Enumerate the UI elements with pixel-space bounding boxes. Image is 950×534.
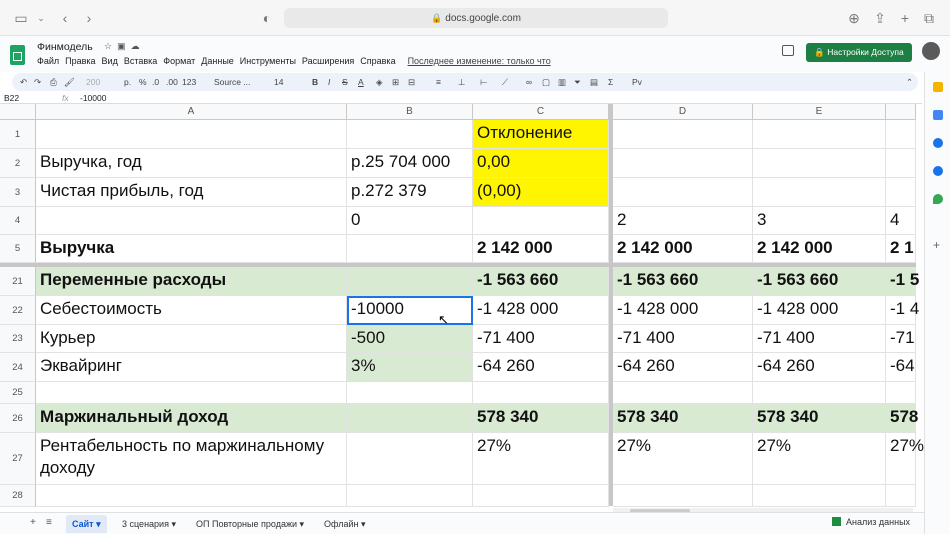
row-header[interactable]: 2 (0, 149, 36, 178)
fill-color-icon[interactable]: ◈ (376, 77, 383, 87)
text-rotation-icon[interactable]: ⟋ (502, 77, 508, 87)
print-icon[interactable]: ⎙ (50, 77, 57, 87)
comment-icon[interactable] (782, 45, 794, 56)
cell-e5[interactable]: 2 142 000 (753, 235, 886, 263)
functions-icon[interactable]: Σ (608, 77, 614, 87)
row-header[interactable]: 24 (0, 353, 36, 382)
sheet-tab-label: 3 сценария (122, 519, 169, 529)
cloud-status-icon[interactable]: ☁ (130, 41, 145, 51)
cell-d21[interactable]: -1 563 660 (613, 267, 753, 296)
row-header[interactable]: 23 (0, 325, 36, 353)
keep-icon[interactable] (933, 110, 943, 120)
menu-view[interactable]: Вид (101, 56, 118, 66)
sheets-logo-icon[interactable] (10, 45, 25, 65)
back-arrow-icon[interactable]: ‹ (62, 10, 68, 26)
avatar[interactable] (922, 42, 940, 60)
row-header[interactable]: 3 (0, 178, 36, 207)
sheet-tab-bar (0, 512, 924, 534)
cell-d5[interactable]: 2 142 000 (613, 235, 753, 263)
share-icon[interactable]: ⇪ (874, 10, 886, 26)
column-header-c[interactable]: C (473, 104, 609, 120)
cell-f4[interactable]: 4 (886, 207, 916, 235)
cell-e4[interactable]: 3 (753, 207, 886, 235)
strikethrough-button[interactable]: S (342, 77, 348, 87)
cell-c26[interactable]: 578 340 (473, 404, 609, 433)
cell-d4[interactable]: 2 (613, 207, 753, 235)
sheet-tab-repeat-sales[interactable]: ОП Повторные продажи ▾ (196, 519, 305, 529)
decrease-decimal-button[interactable]: .0 (152, 77, 160, 87)
maps-icon[interactable] (933, 194, 943, 204)
cell-e2[interactable] (753, 149, 886, 178)
cell-e28[interactable] (753, 485, 886, 507)
cell-c2[interactable]: 0,00 (473, 149, 609, 178)
cell-f5[interactable]: 2 1 (886, 235, 916, 263)
borders-icon[interactable]: ⊞ (392, 77, 400, 87)
move-folder-icon[interactable]: ▣ (117, 41, 131, 51)
column-header-b[interactable]: B (347, 104, 473, 120)
last-edit-link[interactable]: Последнее изменение: только что (407, 56, 551, 66)
cell-b27[interactable] (347, 433, 473, 485)
cell-a23[interactable]: Курьер (36, 325, 347, 353)
menu-help[interactable]: Справка (360, 56, 396, 66)
shield-icon[interactable]: ◐ (262, 10, 272, 26)
cell-a27[interactable]: Рентабельность по маржинальному доходу (36, 433, 347, 485)
cell-e27[interactable]: 27% (753, 433, 886, 485)
menu-bar (37, 56, 551, 66)
cell-d3[interactable] (613, 178, 753, 207)
cell-c5[interactable]: 2 142 000 (473, 235, 609, 263)
filter-icon[interactable]: ⏷ (574, 77, 581, 87)
cell-c25[interactable] (473, 382, 609, 404)
cell-b28[interactable] (347, 485, 473, 507)
cell-c22[interactable]: -1 428 000 (473, 296, 609, 325)
url-text: docs.google.com (445, 13, 521, 24)
filter-views-icon[interactable]: ▤ (590, 77, 599, 87)
number-format-select[interactable]: 123 (182, 77, 197, 87)
cell-a1[interactable] (36, 120, 347, 149)
cell-b23[interactable]: -500 (347, 325, 473, 353)
cell-a5[interactable]: Выручка (36, 235, 347, 263)
input-tools-icon[interactable]: Pv (632, 77, 642, 87)
new-tab-icon[interactable]: + (900, 10, 910, 26)
cell-c28[interactable] (473, 485, 609, 507)
menu-tools[interactable]: Инструменты (239, 56, 296, 66)
row-header[interactable]: 22 (0, 296, 36, 325)
increase-decimal-button[interactable]: .00 (166, 77, 178, 87)
insert-comment-icon[interactable]: ▢ (542, 77, 551, 87)
cell-f26[interactable]: 578 (886, 404, 916, 433)
menu-edit[interactable]: Правка (65, 56, 96, 66)
cell-b4[interactable]: 0 (347, 207, 473, 235)
cell-c4[interactable] (473, 207, 609, 235)
cell-f2[interactable] (886, 149, 916, 178)
cell-f3[interactable] (886, 178, 916, 207)
cell-e3[interactable] (753, 178, 886, 207)
cell-b3[interactable]: р.272 379 (347, 178, 473, 207)
font-select[interactable]: Source ... (214, 77, 251, 87)
cell-e25[interactable] (753, 382, 886, 404)
cell-b5[interactable] (347, 235, 473, 263)
column-header-a[interactable]: A (36, 104, 347, 120)
cell-c24[interactable]: -64 260 (473, 353, 609, 382)
cell-e23[interactable]: -71 400 (753, 325, 886, 353)
cell-d22[interactable]: -1 428 000 (613, 296, 753, 325)
cell-b22-editing[interactable]: -10000 (347, 296, 473, 325)
cell-c23[interactable]: -71 400 (473, 325, 609, 353)
cell-d23[interactable]: -71 400 (613, 325, 753, 353)
frozen-columns-divider[interactable] (609, 104, 613, 506)
browser-toolbar (0, 0, 950, 36)
cell-b21[interactable] (347, 267, 473, 296)
contacts-icon[interactable] (933, 166, 943, 176)
cell-d27[interactable]: 27% (613, 433, 753, 485)
chevron-down-icon[interactable]: ⌄ (37, 13, 45, 23)
sidebar-toggle-icon[interactable]: ▭ (14, 10, 28, 26)
insert-chart-icon[interactable]: ▥ (558, 77, 567, 87)
row-header[interactable]: 4 (0, 207, 36, 235)
bold-button[interactable]: B (312, 77, 319, 87)
cell-e21[interactable]: -1 563 660 (753, 267, 886, 296)
forward-arrow-icon[interactable]: › (86, 10, 92, 26)
formula-input[interactable]: -10000 (80, 93, 107, 103)
name-box[interactable]: B22 (4, 93, 20, 103)
row-header[interactable]: 27 (0, 433, 36, 485)
share-button[interactable]: 🔒 Настройки Доступа (806, 43, 912, 62)
menu-data[interactable]: Данные (201, 56, 234, 66)
column-header-e[interactable]: E (753, 104, 886, 120)
redo-icon[interactable]: ↷ (34, 77, 42, 87)
cell-f22[interactable]: -1 4 (886, 296, 916, 325)
sheet-tab-offline[interactable]: Офлайн ▾ (324, 519, 366, 529)
all-sheets-button[interactable]: ≡ (46, 517, 52, 528)
cell-a22[interactable]: Себестоимость (36, 296, 347, 325)
cell-d28[interactable] (613, 485, 753, 507)
cell-c21[interactable]: -1 563 660 (473, 267, 609, 296)
address-bar[interactable] (284, 8, 668, 28)
cell-f25[interactable] (886, 382, 916, 404)
side-panel (924, 72, 950, 534)
collapse-toolbar-icon[interactable]: ⌃ (906, 77, 914, 87)
row-header[interactable]: 1 (0, 120, 36, 149)
cell-a21[interactable]: Переменные расходы (36, 267, 347, 296)
menu-insert[interactable]: Вставка (123, 56, 158, 66)
cell-b26[interactable] (347, 404, 473, 433)
cell-a25[interactable] (36, 382, 347, 404)
cell-a4[interactable] (36, 207, 347, 235)
italic-button[interactable]: I (328, 77, 331, 87)
explore-icon (832, 517, 841, 526)
cell-e22[interactable]: -1 428 000 (753, 296, 886, 325)
sheet-tab-label: Офлайн (324, 519, 359, 529)
cell-c27[interactable]: 27% (473, 433, 609, 485)
analysis-label: Анализ данных (846, 517, 911, 527)
row-header[interactable]: 5 (0, 235, 36, 263)
column-header-d[interactable]: D (613, 104, 753, 120)
vertical-align-icon[interactable]: ⊥ (458, 77, 466, 87)
cell-d26[interactable]: 578 340 (613, 404, 753, 433)
sheet-tab-label: Сайт (72, 519, 94, 529)
insert-link-icon[interactable]: ∞ (526, 77, 533, 87)
cell-f27[interactable]: 27% (886, 433, 916, 485)
data-analysis-button[interactable] (832, 517, 910, 527)
row-header[interactable]: 26 (0, 404, 36, 433)
row-header[interactable]: 28 (0, 485, 36, 507)
sheet-tab-scenarios[interactable]: 3 сценария ▾ (122, 519, 176, 529)
cell-a24[interactable]: Эквайринг (36, 353, 347, 382)
cell-a26[interactable]: Маржинальный доход (36, 404, 347, 433)
add-sheet-button[interactable]: + (30, 517, 36, 528)
horizontal-align-icon[interactable]: ≡ (436, 77, 441, 87)
paint-format-icon[interactable]: 🖌 (64, 77, 75, 87)
undo-icon[interactable]: ↶ (20, 77, 28, 87)
menu-file[interactable]: Файл (37, 56, 60, 66)
share-label: Настройки Доступа (827, 47, 904, 57)
lock-icon: 🔒 (431, 13, 443, 23)
cell-f24[interactable]: -64 (886, 353, 916, 382)
mouse-cursor-icon: ↖ (438, 312, 449, 327)
cell-d1[interactable] (613, 120, 753, 149)
cell-b2[interactable]: р.25 704 000 (347, 149, 473, 178)
font-size-select[interactable]: 14 (274, 77, 284, 87)
cell-b24[interactable]: 3% (347, 353, 473, 382)
currency-format-icon[interactable]: р. (124, 77, 132, 87)
doc-title[interactable]: Финмодель (37, 41, 93, 53)
row-header[interactable]: 25 (0, 382, 36, 404)
cell-f1[interactable] (886, 120, 916, 149)
text-color-button[interactable]: A (358, 77, 364, 87)
cell-c3[interactable]: (0,00) (473, 178, 609, 207)
cell-e1[interactable] (753, 120, 886, 149)
cell-a3[interactable]: Чистая прибыль, год (36, 178, 347, 207)
cell-f21[interactable]: -1 5 (886, 267, 916, 296)
cell-b25[interactable] (347, 382, 473, 404)
tasks-icon[interactable] (933, 138, 943, 148)
fx-icon: fx (62, 93, 69, 103)
download-icon[interactable]: ⊕ (848, 10, 860, 26)
cell-c1[interactable]: Отклонение (473, 120, 609, 149)
sheet-tab-site[interactable]: Сайт ▾ (66, 515, 107, 533)
title-action-icons (104, 41, 145, 52)
menu-format[interactable]: Формат (163, 56, 196, 66)
cell-f23[interactable]: -71 (886, 325, 916, 353)
percent-format-button[interactable]: % (139, 77, 147, 87)
column-header-f[interactable] (886, 104, 916, 120)
calendar-icon[interactable] (933, 82, 943, 92)
cell-d2[interactable] (613, 149, 753, 178)
merge-cells-icon[interactable]: ⊟ (408, 77, 416, 87)
select-all-corner[interactable] (0, 104, 36, 120)
zoom-select[interactable]: 200 (86, 77, 101, 87)
frozen-rows-divider[interactable] (0, 263, 916, 267)
cell-d24[interactable]: -64 260 (613, 353, 753, 382)
tab-overview-icon[interactable]: ⧉ (924, 10, 934, 26)
add-addon-icon[interactable]: + (933, 238, 941, 252)
star-icon[interactable]: ☆ (104, 41, 118, 51)
cell-d25[interactable] (613, 382, 753, 404)
cell-e24[interactable]: -64 260 (753, 353, 886, 382)
menu-extensions[interactable]: Расширения (301, 56, 355, 66)
spreadsheet-grid (0, 104, 925, 506)
text-wrap-icon[interactable]: ⊢ (480, 77, 488, 87)
cell-a28[interactable] (36, 485, 347, 507)
cell-a2[interactable]: Выручка, год (36, 149, 347, 178)
cell-b1[interactable] (347, 120, 473, 149)
formula-bar (0, 92, 922, 104)
sheet-tab-label: ОП Повторные продажи (196, 519, 297, 529)
cell-f28[interactable] (886, 485, 916, 507)
toolbar (12, 73, 918, 91)
row-header[interactable]: 21 (0, 267, 36, 296)
cell-e26[interactable]: 578 340 (753, 404, 886, 433)
